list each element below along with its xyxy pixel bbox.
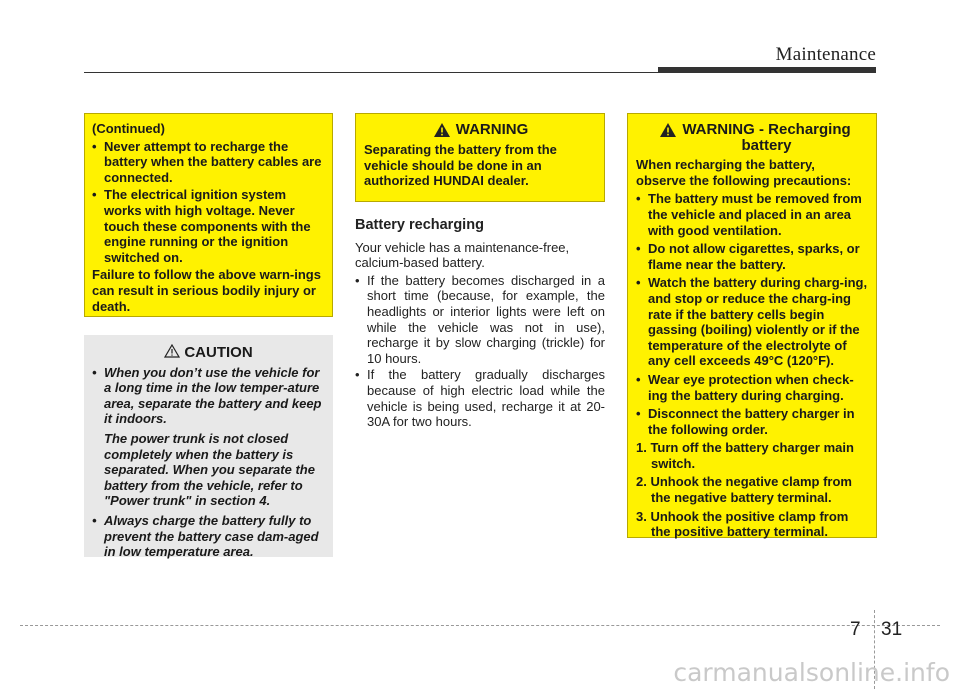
continued-closing-text: Failure to follow the above warn-ings can result in serious bodily injury or death. xyxy=(92,267,321,314)
warning-title-row xyxy=(364,122,597,138)
recharging-warning-box xyxy=(627,113,877,538)
caution-title-row xyxy=(92,344,325,361)
header-title: Maintenance xyxy=(775,44,876,65)
battery-recharging-section xyxy=(355,218,605,431)
warning-triangle-icon xyxy=(433,122,451,138)
warning-title-separator: - xyxy=(758,121,764,138)
caution-bullet-list-2 xyxy=(92,513,325,560)
page-number: 31 xyxy=(881,619,903,640)
section-heading: Battery recharging xyxy=(355,217,484,233)
recharging-bullet: • If the battery becomes discharged in a short time (because, for example, the headlights or interior lights were left on while the vehicle was not in use), recharge it by slow charging (trickle) for 10 hours. xyxy=(355,273,605,367)
recharging-warning-title xyxy=(682,122,850,153)
recharging-bullet-list xyxy=(355,273,605,430)
warning-triangle-icon xyxy=(659,122,677,138)
caution-box xyxy=(84,335,333,560)
watermark-text: carmanualsonline.info xyxy=(673,658,950,687)
recharging-steps xyxy=(636,440,868,540)
recharging-warning-bullet: • Disconnect the battery charger in the following order. xyxy=(636,406,868,437)
header-rule-thin xyxy=(84,72,660,73)
warning-title: WARNING xyxy=(455,121,529,138)
continued-bullet-list xyxy=(92,139,322,266)
caution-triangle-icon xyxy=(164,344,180,358)
warning-title-line2: battery xyxy=(741,136,792,154)
recharging-step: 3. Unhook the positive clamp from the positive battery terminal. xyxy=(636,508,849,540)
chapter-number: 7 xyxy=(850,619,861,640)
caution-bullet: • Always charge the battery fully to prevent the battery case dam-aged in low temperature area. xyxy=(92,513,325,560)
recharging-warning-title-row xyxy=(636,122,868,153)
continued-bullet: • Never attempt to recharge the battery when the battery cables are connected. xyxy=(92,139,322,186)
header-rule-thick xyxy=(658,67,876,73)
recharging-warning-bullet: • The battery must be removed from the vehicle and placed in an area with good ventilation. xyxy=(636,191,868,238)
warning-text: Separating the battery from the vehicle should be done in an authorized HUNDAI dealer. xyxy=(364,142,557,189)
recharging-warning-intro: When recharging the battery, observe the following precautions: xyxy=(636,157,852,188)
footer-dashed-rule xyxy=(20,625,940,626)
recharging-warning-bullet: • Do not allow cigarettes, sparks, or flame near the battery. xyxy=(636,241,868,272)
caution-note: The power trunk is not closed completely when the battery is separated. When you separate the battery from the vehicle, refer to "Power trunk" in section 4. xyxy=(104,430,315,509)
warning-title-line1: Recharging xyxy=(768,121,851,138)
recharging-warning-bullet: • Watch the battery during charg-ing, and stop or reduce the charg-ing rate if the battery cells begin gassing (boiling) violently or if the temperature of the electrolyte of any cell exceeds 49°C (120°F). xyxy=(636,275,868,369)
recharging-bullet: • If the battery gradually discharges because of high electric load while the vehicle is being used, recharge it at 20-30A for two hours. xyxy=(355,367,605,429)
recharging-step: 1. Turn off the battery charger main switch. xyxy=(636,440,854,471)
recharging-warning-bullets xyxy=(636,191,868,437)
warning-title-prefix: WARNING xyxy=(682,121,755,138)
continued-warning-box xyxy=(84,113,333,317)
recharging-step: 2. Unhook the negative clamp from the negative battery terminal. xyxy=(636,474,852,506)
recharging-warning-bullet: • Wear eye protection when check-ing the battery during charging. xyxy=(636,372,868,403)
caution-title: CAUTION xyxy=(184,344,253,361)
continued-label: (Continued) xyxy=(92,121,165,136)
warning-box xyxy=(355,113,605,202)
continued-bullet: • The electrical ignition system works with high voltage. Never touch these components with the engine running or the ignition switched on. xyxy=(92,187,322,265)
caution-bullet xyxy=(92,365,325,427)
caution-bullet-text: When you don’t use the vehicle for a long time in the low temper-ature area, separate the battery and keep it indoors. xyxy=(104,364,322,427)
caution-bullet-list xyxy=(92,365,325,427)
section-intro: Your vehicle has a maintenance-free, calcium-based battery. xyxy=(355,239,570,271)
